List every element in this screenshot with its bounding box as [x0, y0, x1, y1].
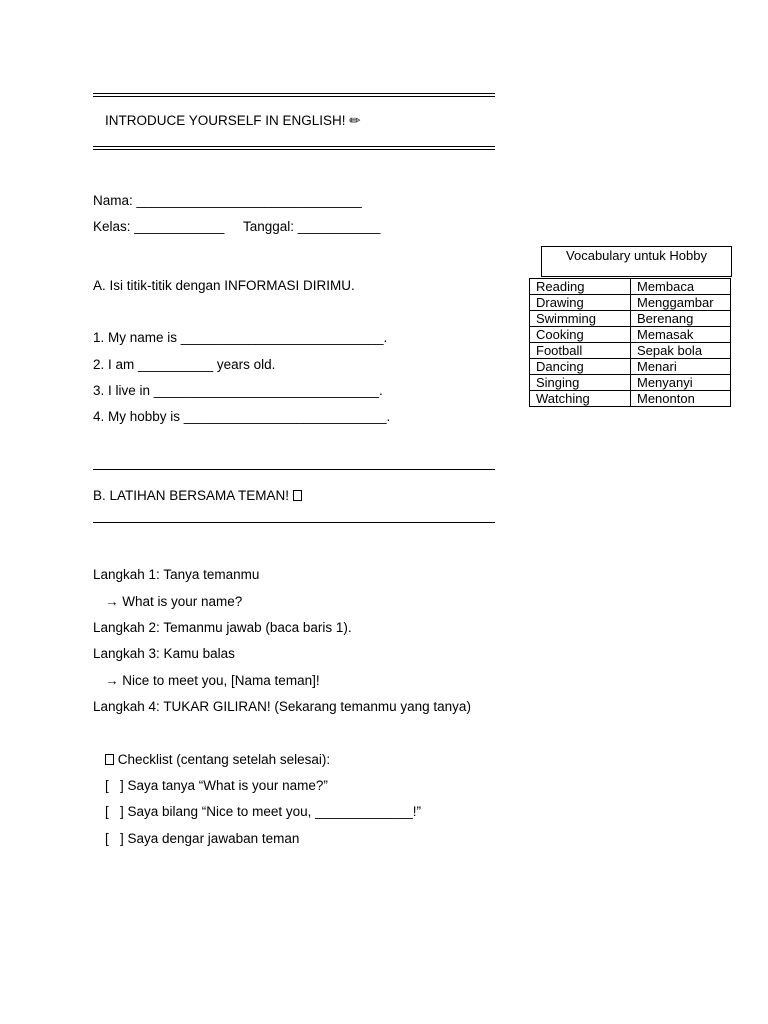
header-bottom-rule — [93, 146, 495, 150]
kelas-field: Kelas: ____________ — [93, 219, 225, 234]
vocab-indonesian: Menonton — [631, 391, 731, 407]
vocab-row — [530, 327, 731, 343]
vocab-row — [530, 295, 731, 311]
checklist-item: [ ] Saya bilang “Nice to meet you, _____________!” — [105, 804, 421, 819]
checklist-item: [ ] Saya tanya “What is your name?” — [105, 778, 328, 793]
checklist-title — [105, 752, 330, 767]
missing-glyph-icon — [293, 490, 302, 501]
tanggal-field: Tanggal: ___________ — [243, 219, 381, 234]
vocab-indonesian: Menggambar — [631, 295, 731, 311]
nama-field: Nama: ______________________________ — [93, 193, 362, 208]
step-line: Langkah 1: Tanya temanmu — [93, 567, 260, 582]
missing-glyph-icon — [105, 754, 114, 765]
section-a-item: 1. My name is ___________________________. — [93, 330, 388, 345]
section-b-bottom-rule — [93, 522, 495, 523]
vocab-row — [530, 279, 731, 295]
checklist-item: [ ] Saya dengar jawaban teman — [105, 831, 300, 846]
vocab-english: Football — [530, 343, 631, 359]
vocab-english: Drawing — [530, 295, 631, 311]
header-top-rule — [93, 93, 495, 97]
vocab-english: Dancing — [530, 359, 631, 375]
vocab-row — [530, 359, 731, 375]
vocab-english: Watching — [530, 391, 631, 407]
vocab-table — [529, 278, 731, 407]
section-a-item: 2. I am __________ years old. — [93, 357, 276, 372]
vocab-indonesian: Menari — [631, 359, 731, 375]
vocab-english: Swimming — [530, 311, 631, 327]
step-line: Langkah 4: TUKAR GILIRAN! (Sekarang temanmu yang tanya) — [93, 699, 471, 714]
vocab-indonesian: Memasak — [631, 327, 731, 343]
step-line: Langkah 2: Temanmu jawab (baca baris 1). — [93, 620, 352, 635]
vocab-row — [530, 375, 731, 391]
vocab-row — [530, 343, 731, 359]
section-b-title-text: B. LATIHAN BERSAMA TEMAN! — [93, 488, 290, 503]
vocab-indonesian: Berenang — [631, 311, 731, 327]
section-b-title — [93, 488, 302, 503]
section-a-title: A. Isi titik-titik dengan INFORMASI DIRIMU. — [93, 278, 355, 293]
vocab-indonesian: Membaca — [631, 279, 731, 295]
vocab-english: Reading — [530, 279, 631, 295]
section-a-item: 3. I live in ______________________________. — [93, 383, 383, 398]
vocab-indonesian: Menyanyi — [631, 375, 731, 391]
vocab-title: Vocabulary untuk Hobby — [541, 246, 732, 277]
worksheet-title: INTRODUCE YOURSELF IN ENGLISH! ✏ — [105, 113, 361, 128]
step-line: → Nice to meet you, [Nama teman]! — [105, 673, 320, 688]
step-line: → What is your name? — [105, 594, 243, 609]
checklist-title-text: Checklist (centang setelah selesai): — [117, 752, 331, 767]
step-line: Langkah 3: Kamu balas — [93, 646, 235, 661]
section-a-item: 4. My hobby is ___________________________. — [93, 409, 391, 424]
vocab-row — [530, 391, 731, 407]
section-b-top-rule — [93, 469, 495, 470]
vocab-row — [530, 311, 731, 327]
vocab-english: Cooking — [530, 327, 631, 343]
vocab-english: Singing — [530, 375, 631, 391]
vocab-indonesian: Sepak bola — [631, 343, 731, 359]
